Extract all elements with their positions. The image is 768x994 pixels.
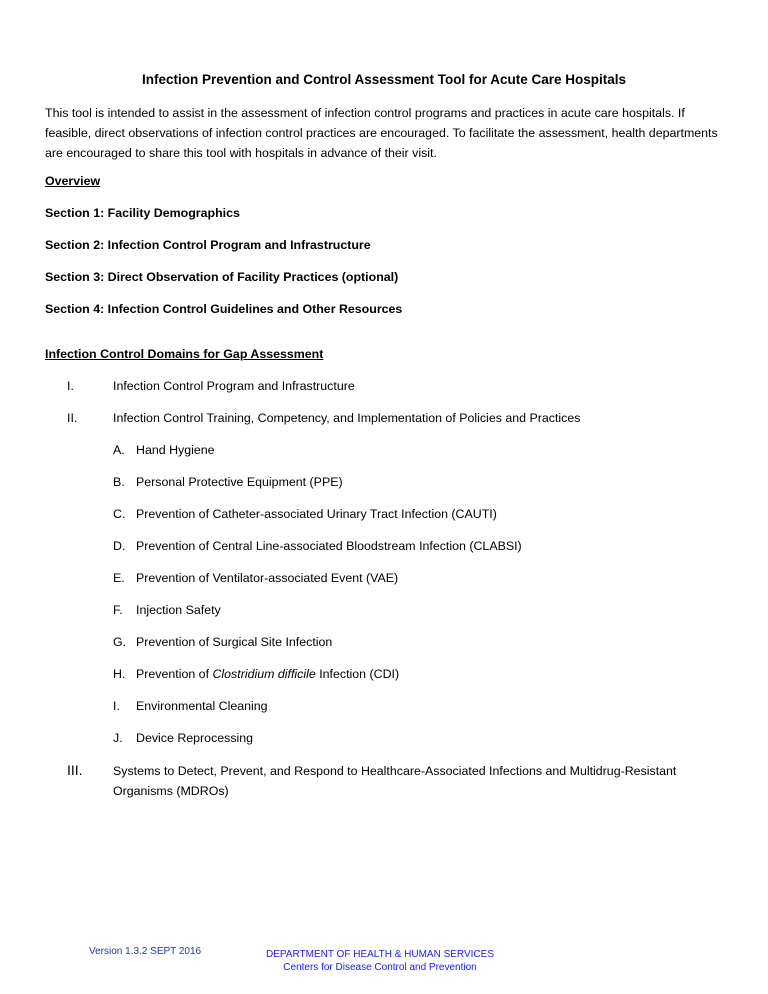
subitem-letter-g: G. <box>113 635 127 649</box>
footer-version: Version 1.3.2 SEPT 2016 <box>89 946 202 957</box>
subitem-text-c: Prevention of Catheter-associated Urinary Tract Infection (CAUTI) <box>136 507 497 521</box>
subitem-letter-h: H. <box>113 667 126 681</box>
document-title: Infection Prevention and Control Assessment Tool for Acute Care Hospitals <box>141 72 627 87</box>
overview-section-2: Section 2: Infection Control Program and Infrastructure <box>45 238 371 252</box>
domain-number-3: III. <box>67 762 83 778</box>
subitem-text-g: Prevention of Surgical Site Infection <box>136 635 333 649</box>
subitem-letter-c: C. <box>113 507 126 521</box>
overview-section-3: Section 3: Direct Observation of Facility Practices (optional) <box>45 270 399 284</box>
subitem-text-d: Prevention of Central Line-associated Bloodstream Infection (CLABSI) <box>136 539 522 553</box>
subitem-letter-e: E. <box>113 571 125 585</box>
subitem-text-i: Environmental Cleaning <box>136 699 268 713</box>
domains-heading: Infection Control Domains for Gap Assessment <box>45 347 324 361</box>
subitem-text-h-before: Prevention of <box>136 667 213 681</box>
domain-text-1: Infection Control Program and Infrastructure <box>113 379 355 393</box>
overview-section-1: Section 1: Facility Demographics <box>45 206 240 220</box>
subitem-letter-f: F. <box>113 603 123 617</box>
subitem-text-h <box>136 667 399 681</box>
subitem-letter-b: B. <box>113 475 125 489</box>
subitem-text-f: Injection Safety <box>136 603 221 617</box>
subitem-text-e: Prevention of Ventilator-associated Event (VAE) <box>136 571 399 585</box>
domain-number-1: I. <box>67 379 74 393</box>
intro-paragraph: This tool is intended to assist in the assessment of infection control programs and practices in acute care hospitals. If feasible, direct observations of infection control practices are encouraged. To facilitate the assessment, health departments are encouraged to share this tool with hospitals in advance of their visit. <box>45 106 718 160</box>
domain-number-2: II. <box>67 411 78 425</box>
subitem-text-j: Device Reprocessing <box>136 731 254 745</box>
overview-heading: Overview <box>45 174 101 188</box>
subitem-text-h-after: Infection (CDI) <box>315 667 400 681</box>
subitem-letter-j: J. <box>113 731 123 745</box>
domain-text-2: Infection Control Training, Competency, and Implementation of Policies and Practices <box>113 411 581 425</box>
subitem-text-a: Hand Hygiene <box>136 443 215 457</box>
footer-department: DEPARTMENT OF HEALTH & HUMAN SERVICES <box>265 949 494 960</box>
footer-department-block <box>245 948 515 974</box>
subitem-letter-i: I. <box>113 699 120 713</box>
subitem-letter-d: D. <box>113 539 126 553</box>
subitem-text-b: Personal Protective Equipment (PPE) <box>136 475 343 489</box>
subitem-text-h-italic: Clostridium difficile <box>212 667 316 681</box>
subitem-letter-a: A. <box>113 443 125 457</box>
footer-agency: Centers for Disease Control and Prevention <box>283 962 477 973</box>
domain-text-3: Systems to Detect, Prevent, and Respond to Healthcare-Associated Infections and Multidrug-Resistant Organisms (MDROs) <box>113 764 677 798</box>
overview-section-4: Section 4: Infection Control Guidelines and Other Resources <box>45 302 403 316</box>
